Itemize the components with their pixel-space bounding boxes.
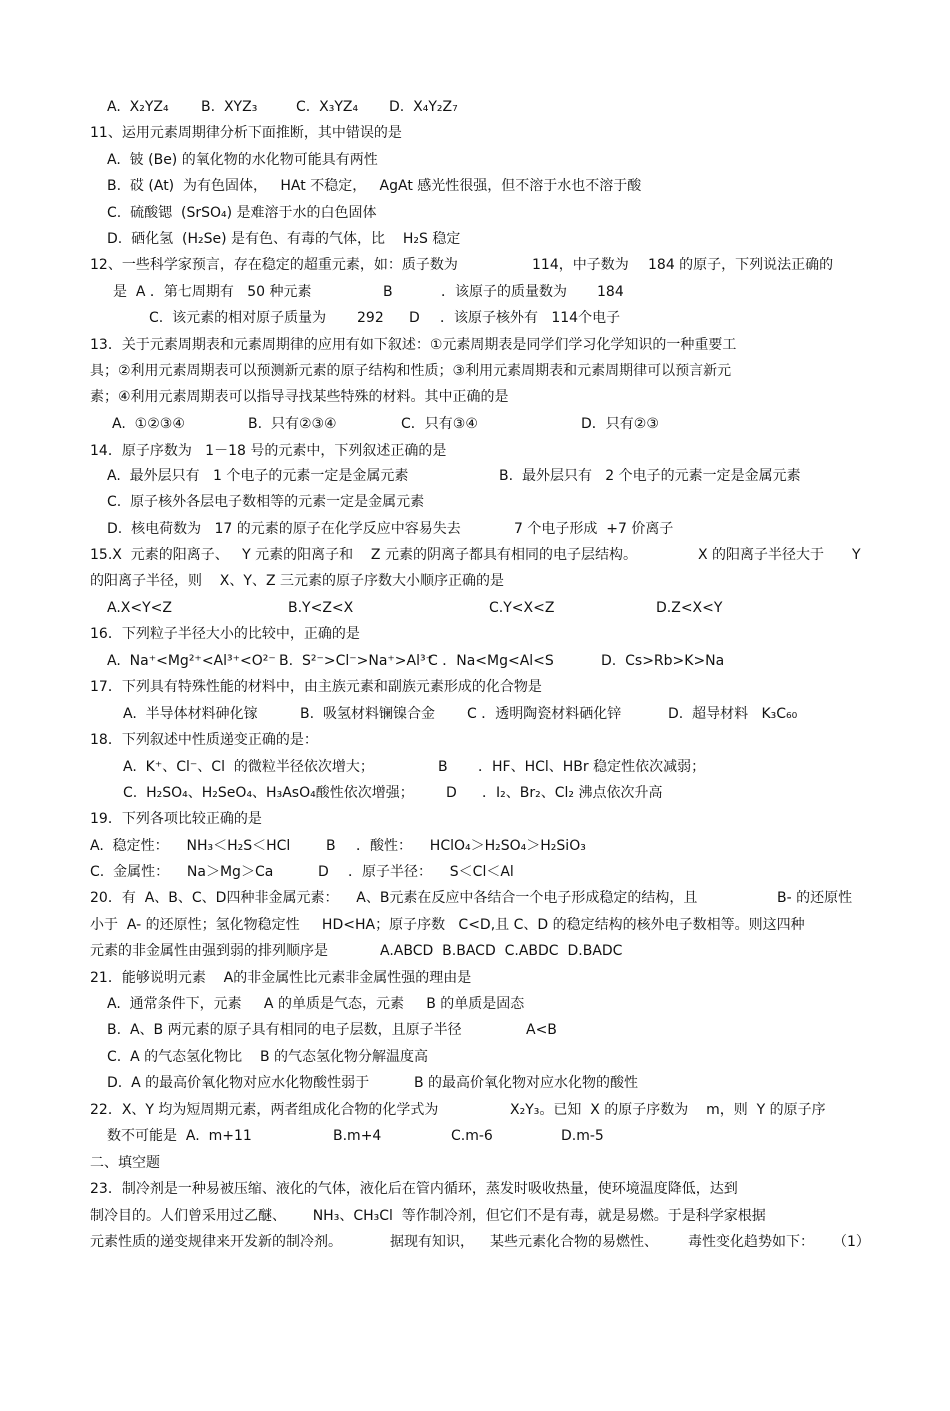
option-d: D. 超导材料 K₃C₆₀	[668, 706, 798, 722]
option-c: C. 原子核外各层电子数相等的元素一定是金属元素	[107, 494, 425, 510]
option-b-text: ．该原子的质量数为	[441, 284, 567, 300]
text-segment: Y	[852, 547, 861, 563]
q11-option-c	[0, 200, 377, 226]
option-d-letter: D	[318, 864, 329, 880]
option-d: D. Cs>Rb>K>Na	[601, 653, 725, 669]
question-20-stem	[0, 885, 853, 911]
text-line: 17．下列具有特殊性能的材料中，由主族元素和副族元素形成的化合物是	[90, 679, 542, 695]
options-q10	[0, 94, 458, 120]
q12-options-ab	[0, 279, 624, 305]
option-d: D．只有②③	[581, 416, 659, 432]
q21-option-a	[0, 991, 525, 1017]
option-c: C. H₂SO₄、H₂SeO₄、H₃AsO₄酸性依次增强；	[123, 785, 414, 801]
option-d-text: ．原子半径： S＜Cl＜Al	[348, 864, 514, 880]
text-segment: X₂Y₃。已知 X 的原子序数为 m，则 Y 的原子序	[510, 1102, 826, 1118]
text-segment: 某些元素化合物的易燃性、	[490, 1234, 658, 1250]
text-line: 制冷目的。人们曾采用过乙醚、 NH₃、CH₃Cl 等作制冷剂，但它们不是有毒，就是易燃。于是科学家根据	[90, 1208, 766, 1224]
text-segment: 20．有 A、B、C、D四种非金属元素： A、B元素在反应中各结合一个电子形成稳定的结构，且	[90, 890, 698, 906]
question-11-stem	[0, 120, 402, 146]
option-a: A. K⁺、Cl⁻、Cl 的微粒半径依次增大；	[123, 759, 374, 775]
text-segment: 据现有知识，	[390, 1234, 474, 1250]
option-c: C ．Na<Mg<Al<S	[428, 653, 554, 669]
text-line: 13．关于元素周期表和元素周期律的应用有如下叙述：①元素周期表是同学们学习化学知识的一种重要工	[90, 337, 737, 353]
option-d-letter: D	[409, 310, 420, 326]
question-13-stem-3	[0, 384, 509, 410]
option-c: C ．透明陶瓷材料硒化锌	[467, 706, 622, 722]
text-segment: 毒性变化趋势如下：	[688, 1234, 814, 1250]
text-segment: 22．X、Y 均为短周期元素，两者组成化合物的化学式为	[90, 1102, 439, 1118]
option-b-letter: B	[383, 284, 393, 300]
text-segment: 15.X 元素的阳离子、 Y 元素的阳离子和 Z 元素的阴离子都具有相同的电子层结构。	[90, 547, 637, 563]
q21-option-c	[0, 1044, 429, 1070]
option-a: 数不可能是 A. m+11	[107, 1128, 252, 1144]
text-line: 具；②利用元素周期表可以预测新元素的原子结构和性质；③利用元素周期表和元素周期律可以预言新元	[90, 363, 732, 379]
question-16-stem	[0, 621, 360, 647]
option-b: B. S²⁻>Cl⁻>Na⁺>Al³⁺	[279, 653, 433, 669]
text-segment: X 的阳离子半径大于	[698, 547, 825, 563]
text-line: 16．下列粒子半径大小的比较中，正确的是	[90, 626, 360, 642]
option-c: C. 金属性： Na＞Mg＞Ca	[90, 864, 274, 880]
text-segment: 7 个电子形成 +7 价离子	[514, 521, 674, 537]
q17-options	[0, 701, 798, 727]
q11-option-a	[0, 147, 378, 173]
text-line: 小于 A- 的还原性；氢化物稳定性 HD<HA；原子序数 C<D,且 C、D 的稳定结构的核外电子数相等。则这四种	[90, 917, 805, 933]
q19-options-cd	[0, 859, 514, 885]
text-line: 的阳离子半径，则 X、Y、Z 三元素的原子序数大小顺序正确的是	[90, 573, 504, 589]
text-segment: 元素性质的递变规律来开发新的制冷剂。	[90, 1234, 342, 1250]
section-heading-fill-in	[0, 1150, 160, 1176]
option-a: A. X₂YZ₄	[107, 99, 169, 115]
q21-option-d	[0, 1070, 639, 1096]
q15-options	[0, 595, 723, 621]
option-d-letter: D	[446, 785, 457, 801]
q11-option-d	[0, 226, 461, 252]
q12-options-cd	[0, 305, 621, 331]
option-c: C.Y<X<Z	[489, 600, 555, 616]
option-b-text: ．HF、HCl、HBr 稳定性依次减弱；	[478, 759, 706, 775]
text-line: 素；④利用元素周期表可以指导寻找某些特殊的材料。其中正确的是	[90, 389, 509, 405]
text-line: D. 硒化氢 (H₂Se) 是有色、有毒的气体，比 H₂S 稳定	[107, 231, 461, 247]
section-title: 二、填空题	[90, 1155, 160, 1171]
question-12-stem	[0, 252, 834, 278]
option-d: D.Z<X<Y	[656, 600, 723, 616]
text-line: 11、运用元素周期律分析下面推断，其中错误的是	[90, 125, 402, 141]
option-c: C.m-6	[451, 1128, 493, 1144]
question-13-stem-2	[0, 358, 732, 384]
q22-options	[0, 1123, 604, 1149]
q19-options-ab	[0, 833, 586, 859]
option-d: D. A 的最高价氧化物对应水化物酸性弱于	[107, 1075, 370, 1091]
option-c: C. 该元素的相对原子质量为	[149, 310, 327, 326]
question-17-stem	[0, 674, 542, 700]
q21-option-b	[0, 1017, 557, 1043]
question-20-stem-3	[0, 938, 623, 964]
option-d: D. X₄Y₂Z₇	[389, 99, 458, 115]
option-d-text: ．I₂、Br₂、Cl₂ 沸点依次升高	[482, 785, 663, 801]
question-20-stem-2	[0, 912, 805, 938]
option-a: A.X<Y<Z	[107, 600, 172, 616]
question-22-stem	[0, 1097, 826, 1123]
option-a: A. 稳定性： NH₃＜H₂S＜HCl	[90, 838, 291, 854]
question-23-stem-2	[0, 1203, 766, 1229]
text-segment: 12、一些科学家预言，存在稳定的超重元素，如：质子数为	[90, 257, 458, 273]
option-b: B. 只有②③④	[248, 416, 337, 432]
question-23-stem	[0, 1176, 738, 1202]
text-line: B. 砹 (At) 为有色固体， HAt 不稳定， AgAt 感光性很强，但不溶于水也不溶于酸	[107, 178, 642, 194]
option-a: 是 A ．第七周期有 50 种元素	[113, 284, 312, 300]
q11-option-b	[0, 173, 642, 199]
option-b-value: 184	[597, 284, 624, 300]
option-a: A. ①②③④	[112, 416, 185, 432]
text-segment: B 的最高价氧化物对应水化物的酸性	[414, 1075, 639, 1091]
q13-options	[0, 411, 659, 437]
option-d: D. 核电荷数为 17 的元素的原子在化学反应中容易失去	[107, 521, 461, 537]
text-line: 21．能够说明元素 A的非金属性比元素非金属性强的理由是	[90, 970, 472, 986]
option-b-letter: B	[438, 759, 448, 775]
option-d: D.m-5	[561, 1128, 604, 1144]
question-18-stem	[0, 727, 318, 753]
option-a: A. 半导体材料砷化镓	[123, 706, 258, 722]
text-segment: A<B	[526, 1022, 557, 1038]
option-b: B.Y<Z<X	[288, 600, 354, 616]
option-c-value: 292	[357, 310, 384, 326]
text-segment: （1）	[833, 1234, 870, 1250]
text-segment: 114，中子数为	[532, 257, 629, 273]
q14-option-d	[0, 516, 674, 542]
option-a: A. 通常条件下，元素 A 的单质是气态，元素 B 的单质是固态	[107, 996, 525, 1012]
text-line: 19．下列各项比较正确的是	[90, 811, 262, 827]
question-23-stem-3	[0, 1229, 870, 1255]
option-c: C．只有③④	[401, 416, 478, 432]
question-19-stem	[0, 806, 262, 832]
option-b: B. 吸氢材料镧镍合金	[300, 706, 435, 722]
option-d-text: ．该原子核外有 114个电子	[440, 310, 621, 326]
option-c: C. X₃YZ₄	[296, 99, 359, 115]
option-a: A. Na⁺<Mg²⁺<Al³⁺<O²⁻	[107, 653, 276, 669]
text-line: 23．制冷剂是一种易被压缩、液化的气体，液化后在管内循环，蒸发时吸收热量，使环境温度降低，达到	[90, 1181, 738, 1197]
option-c: C. A 的气态氢化物比 B 的气态氢化物分解温度高	[107, 1049, 429, 1065]
q18-options-ab	[0, 754, 706, 780]
option-b: B. A、B 两元素的原子具有相同的电子层数，且原子半径	[107, 1022, 462, 1038]
question-15-stem-2	[0, 568, 504, 594]
q14-options-ab	[0, 463, 801, 489]
text-line: C. 硫酸锶 (SrSO₄) 是难溶于水的白色固体	[107, 205, 377, 221]
text-line: 18．下列叙述中性质递变正确的是：	[90, 732, 318, 748]
q20-options: A.ABCD B.BACD C.ABDC D.BADC	[380, 943, 623, 959]
text-segment: 184 的原子，下列说法正确的	[648, 257, 834, 273]
q14-option-c	[0, 489, 425, 515]
text-segment: B- 的还原性	[777, 890, 853, 906]
q18-options-cd	[0, 780, 663, 806]
option-b-letter: B	[326, 838, 336, 854]
text-segment: 元素的非金属性由强到弱的排列顺序是	[90, 943, 328, 959]
option-b-text: ．酸性： HClO₄＞H₂SO₄＞H₂SiO₃	[356, 838, 586, 854]
question-21-stem	[0, 965, 472, 991]
option-b: B. 最外层只有 2 个电子的元素一定是金属元素	[499, 468, 801, 484]
option-b: B. XYZ₃	[201, 99, 258, 115]
text-line: A. 铍 (Be) 的氧化物的水化物可能具有两性	[107, 152, 378, 168]
question-15-stem	[0, 542, 861, 568]
text-line: 14．原子序数为 1－18 号的元素中，下列叙述正确的是	[90, 443, 447, 459]
option-a: A. 最外层只有 1 个电子的元素一定是金属元素	[107, 468, 409, 484]
question-14-stem	[0, 438, 447, 464]
option-b: B.m+4	[333, 1128, 382, 1144]
q16-options	[0, 648, 725, 674]
question-13-stem	[0, 332, 737, 358]
